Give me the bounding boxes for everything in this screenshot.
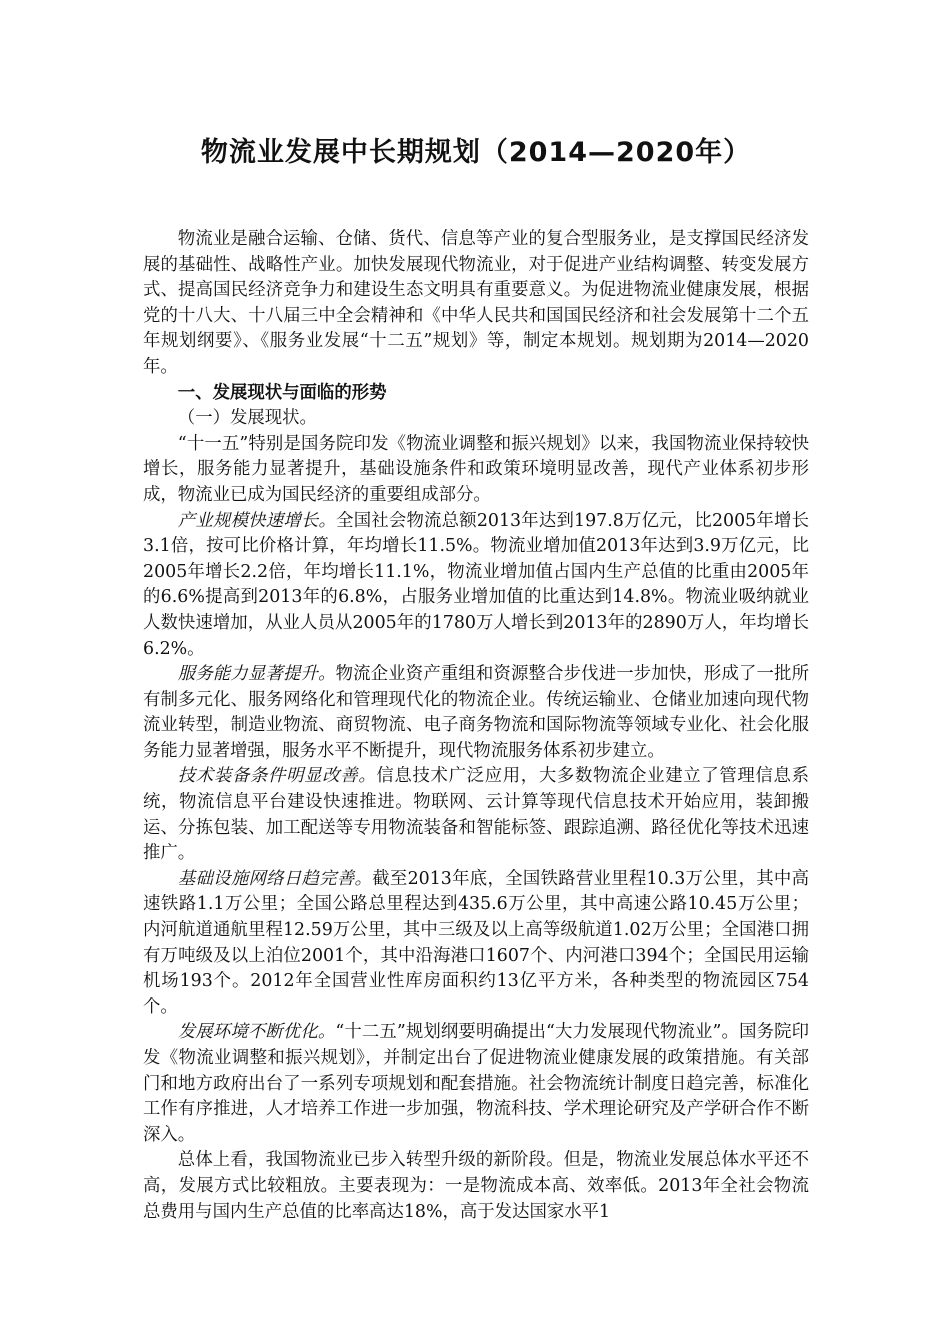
paragraph-lead: 发展环境不断优化。 [177, 1022, 336, 1043]
paragraph-lead: 产业规模快速增长。 [177, 510, 337, 531]
paragraph-body: 全国社会物流总额2013年达到197.8万亿元，比2005年增长3.1倍，按可比价格计算，年均增长11.5%。物流业增加值2013年达到3.9万亿元，比2005年增长2.2倍，年均增长11.1%，物流业增加值占国内生产总值的比重由2005年的6.6%提高到2013年的6.8%，占服务业增加值的比重达到14.8%。物流业吸纳就业人数快速增加，从业人员从2005年的1780万人增长到2013年的2890万人，年均增长6.2%。 [143, 510, 809, 659]
infrastructure-paragraph [143, 867, 809, 1021]
paragraph-lead: 服务能力显著提升。 [177, 664, 336, 685]
service-capacity-paragraph [143, 662, 809, 764]
industry-scale-paragraph [143, 509, 809, 663]
section-heading: 一、发展现状与面临的形势 [177, 382, 387, 403]
subsection-heading: （一）发展现状。 [177, 408, 317, 429]
document-title: 物流业发展中长期规划（2014—2020年） [200, 137, 752, 168]
document-page [143, 130, 809, 1225]
paragraph-body: 截至2013年底，全国铁路营业里程10.3万公里，其中高速铁路1.1万公里；全国公路总里程达到435.6万公里，其中高速公路10.45万公里；内河航道通航里程12.59万公里，其中三级及以上高等级航道1.02万公里；全国港口拥有万吨级及以上泊位2001个，其中沿海港口1607个、内河港口394个；全国民用运输机场193个。2012年全国营业性库房面积约13亿平方米，各种类型的物流园区754个。 [143, 868, 809, 1017]
overview-paragraph: “十一五”特别是国务院印发《物流业调整和振兴规划》以来，我国物流业保持较快增长，服务能力显著提升，基础设施条件和政策环境明显改善，现代产业体系初步形成，物流业已成为国民经济的重要组成部分。 [143, 433, 809, 505]
paragraph-lead: 技术装备条件明显改善。 [177, 766, 377, 787]
paragraph-body: 信息技术广泛应用，大多数物流企业建立了管理信息系统，物流信息平台建设快速推进。物联网、云计算等现代信息技术开始应用，装卸搬运、分拣包装、加工配送等专用物流装备和智能标签、跟踪追溯、路径优化等技术迅速推广。 [143, 766, 809, 864]
environment-paragraph [143, 1020, 809, 1148]
paragraph-body: 物流企业资产重组和资源整合步伐进一步加快，形成了一批所有制多元化、服务网络化和管理现代化的物流企业。传统运输业、仓储业加速向现代物流业转型，制造业物流、商贸物流、电子商务物流和国际物流等领域专业化、社会化服务能力显著增强，服务水平不断提升，现代物流服务体系初步建立。 [143, 664, 809, 761]
intro-paragraph: 物流业是融合运输、仓储、货代、信息等产业的复合型服务业，是支撑国民经济发展的基础性、战略性产业。加快发展现代物流业，对于促进产业结构调整、转变发展方式、提高国民经济竞争力和建设生态文明具有重要意义。为促进物流业健康发展，根据党的十八大、十八届三中全会精神和《中华人民共和国国民经济和社会发展第十二个五年规划纲要》、《服务业发展“十二五”规划》等，制定本规划。规划期为2014—2020年。 [143, 229, 809, 377]
paragraph-lead: 基础设施网络日趋完善。 [177, 868, 373, 889]
summary-paragraph: 总体上看，我国物流业已步入转型升级的新阶段。但是，物流业发展总体水平还不高，发展方式比较粗放。主要表现为：一是物流成本高、效率低。2013年全社会物流总费用与国内生产总值的比率高达18%，高于发达国家水平1 [143, 1150, 809, 1222]
paragraph-body: “十二五”规划纲要明确提出“大力发展现代物流业”。国务院印发《物流业调整和振兴规划》，并制定出台了促进物流业健康发展的政策措施。有关部门和地方政府出台了一系列专项规划和配套措施。社会物流统计制度日趋完善，标准化工作有序推进，人才培养工作进一步加强，物流科技、学术理论研究及产学研合作不断深入。 [143, 1022, 809, 1145]
technology-paragraph [143, 764, 809, 866]
